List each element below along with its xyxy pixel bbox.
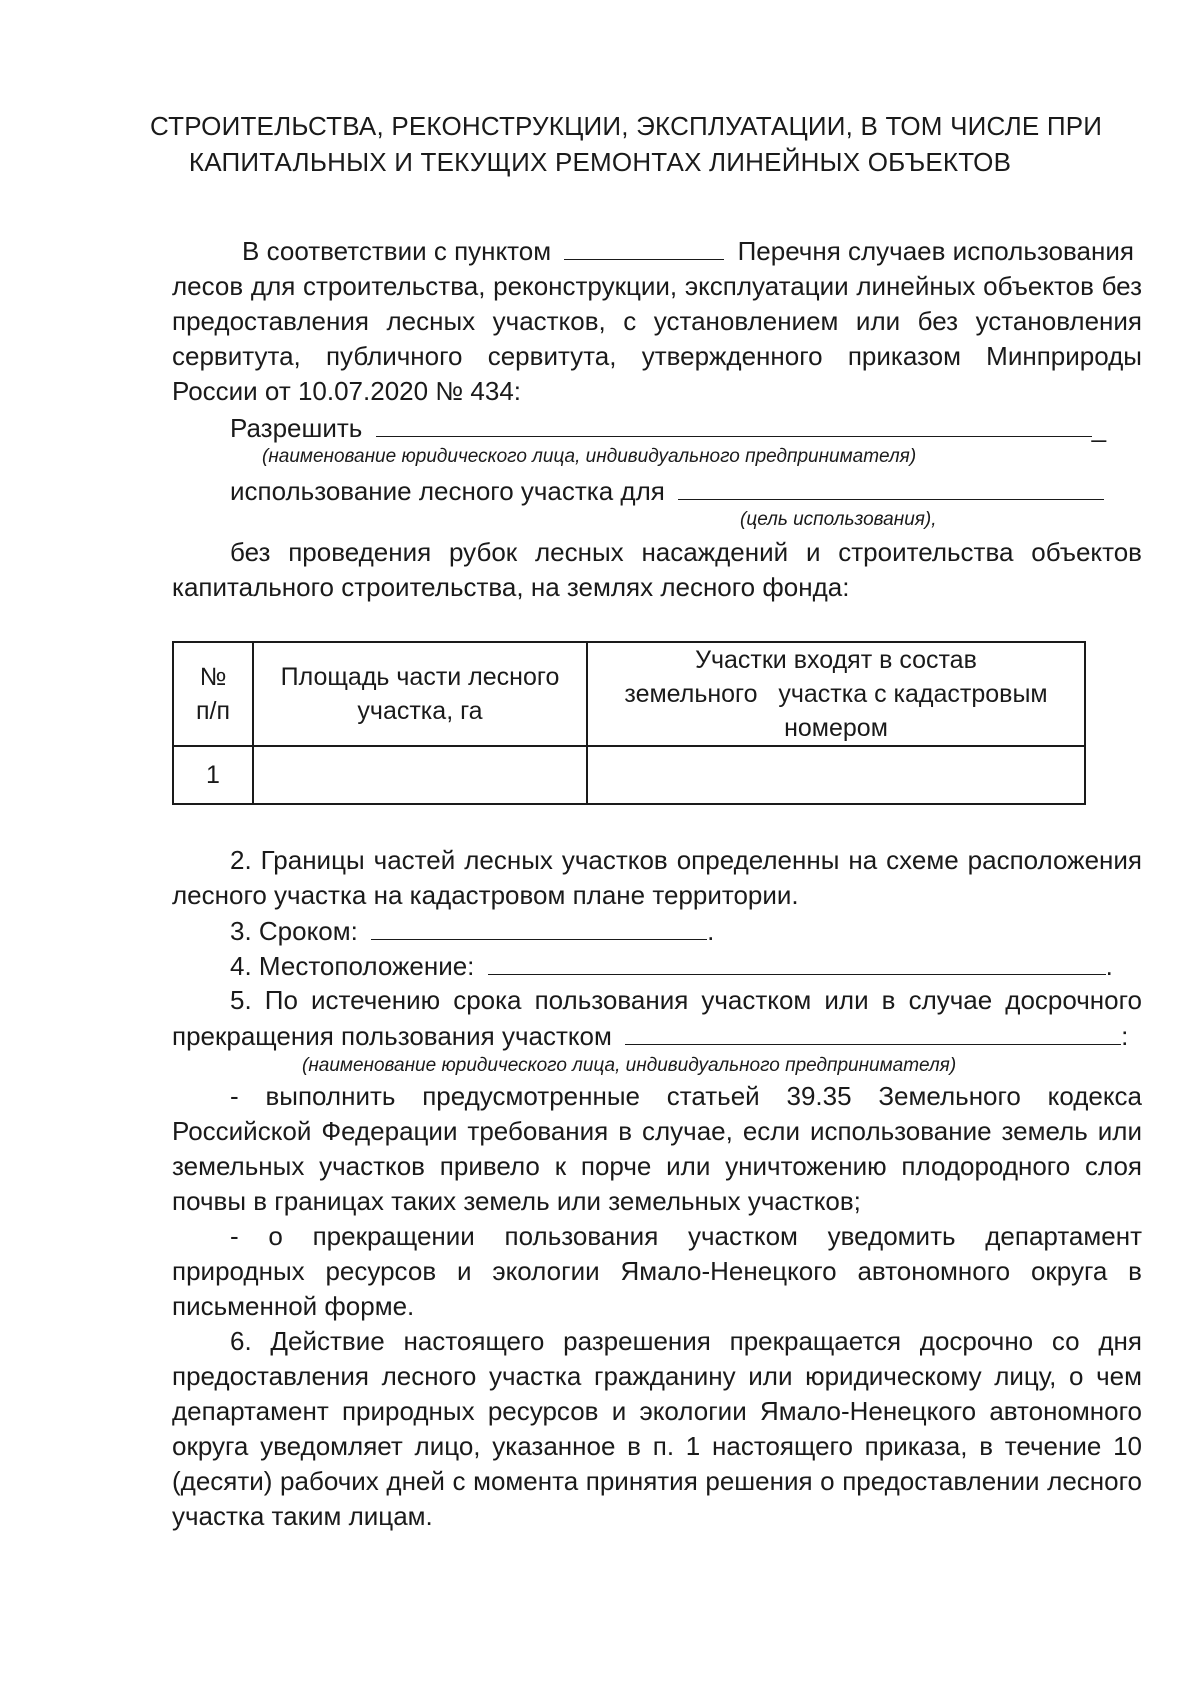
location-blank [488, 948, 1106, 975]
intro-line: предоставления лесных участков, с установлением или без установления [172, 306, 1142, 336]
bullet1-line: - выполнить предусмотренные статьей 39.35 Земельного кодекса [230, 1081, 1142, 1111]
usage-purpose-note: (цель использования), [740, 509, 937, 530]
bullet2-line: природных ресурсов и экологии Ямало-Ненецкого автономного округа в [172, 1256, 1142, 1286]
point6-line: (десяти) рабочих дней с момента принятия решения о предоставлении лесного [172, 1466, 1142, 1496]
user-name-note: (наименование юридического лица, индивидуального предпринимателя) [302, 1055, 957, 1076]
intro-line: лесов для строительства, реконструкции, эксплуатации линейных объектов без [172, 271, 1142, 301]
plots-table [172, 641, 1086, 805]
term-blank [371, 913, 707, 940]
bullet2-line: письменной форме. [172, 1291, 415, 1321]
usage-purpose-blank [678, 473, 1104, 500]
intro-line: В соответствии с пунктом Перечня случаев использования [242, 233, 1142, 268]
point5-line: прекращения пользования участком : [172, 1018, 1142, 1053]
without-line: капитального строительства, на землях лесного фонда: [172, 572, 850, 602]
bullet2-line: - о прекращении пользования участком уведомить департамент [230, 1221, 1142, 1251]
table-row [173, 746, 1085, 804]
bullet1-line: Российской Федерации требования в случае, если использование земель или [172, 1116, 1142, 1146]
intro-line: сервитута, публичного сервитута, утвержденного приказом Минприроды [172, 341, 1142, 371]
header-cadastral: Участки входят в состав земельного участка с кадастровым номером [587, 642, 1085, 746]
point6-line: участка таким лицам. [172, 1501, 433, 1531]
point6-line: 6. Действие настоящего разрешения прекращается досрочно со дня [230, 1326, 1142, 1356]
point5-line: 5. По истечению срока пользования участком или в случае досрочного [230, 985, 1142, 1015]
cell-cadastral [587, 746, 1085, 804]
header-area: Площадь части лесного участка, га [253, 642, 587, 746]
header-number: № п/п [173, 642, 253, 746]
without-line: без проведения рубок лесных насаждений и строительства объектов [230, 537, 1142, 567]
user-name-blank [625, 1018, 1121, 1045]
point3-line: 3. Сроком: . [230, 913, 1200, 948]
title-line: КАПИТАЛЬНЫХ И ТЕКУЩИХ РЕМОНТАХ ЛИНЕЙНЫХ ОБЪЕКТОВ [188, 147, 1012, 177]
document-title [150, 108, 1103, 180]
cell-area [253, 746, 587, 804]
intro-line: России от 10.07.2020 № 434: [172, 376, 522, 406]
usage-line: использование лесного участка для [230, 473, 1200, 508]
bullet1-line: земельных участков привело к порче или уничтожению плодородного слоя [172, 1151, 1142, 1181]
cell-number: 1 [173, 746, 253, 804]
applicant-name-note: (наименование юридического лица, индивидуального предпринимателя) [262, 446, 917, 467]
allow-line: Разрешить _ [230, 410, 1200, 445]
title-line: СТРОИТЕЛЬСТВА, РЕКОНСТРУКЦИИ, ЭКСПЛУАТАЦИИ, В ТОМ ЧИСЛЕ ПРИ [150, 111, 1103, 141]
point6-line: округа уведомляет лицо, указанное в п. 1 настоящего приказа, в течение 10 [172, 1431, 1142, 1461]
bullet1-line: почвы в границах таких земель или земельных участков; [172, 1186, 861, 1216]
point6-line: департамент природных ресурсов и экологии Ямало-Ненецкого автономного [172, 1396, 1142, 1426]
table-header-row [173, 642, 1085, 746]
point2-line: 2. Границы частей лесных участков определенны на схеме расположения [230, 845, 1142, 875]
point4-line: 4. Местоположение: . [230, 948, 1200, 983]
item-number-blank [564, 233, 724, 260]
applicant-name-blank [376, 410, 1092, 437]
point2-line: лесного участка на кадастровом плане территории. [172, 880, 799, 910]
point6-line: предоставления лесного участка гражданину или юридическому лицу, о чем [172, 1361, 1142, 1391]
